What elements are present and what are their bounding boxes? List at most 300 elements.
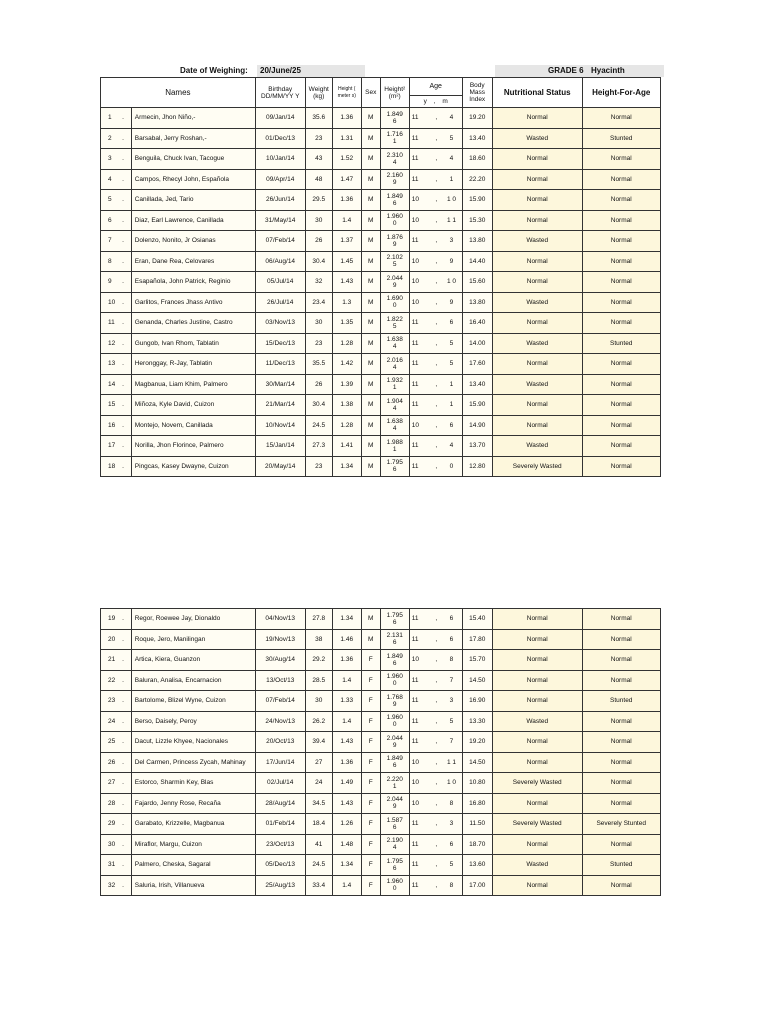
- height-squared-cell[interactable]: [380, 793, 409, 814]
- weight-cell[interactable]: 30.4: [305, 251, 332, 272]
- height-cell[interactable]: 1.38: [332, 395, 361, 416]
- nutritional-status-cell[interactable]: Severely Wasted: [492, 456, 582, 477]
- student-number[interactable]: 22: [101, 670, 116, 691]
- sex-cell[interactable]: M: [361, 354, 380, 375]
- height-squared-cell[interactable]: [380, 108, 409, 129]
- bmi-cell[interactable]: 13.80: [462, 231, 492, 252]
- sex-cell[interactable]: F: [361, 650, 380, 671]
- birthday-cell[interactable]: 21/Mar/14: [255, 395, 305, 416]
- sex-cell[interactable]: M: [361, 128, 380, 149]
- birthday-cell[interactable]: 05/Jul/14: [255, 272, 305, 293]
- sex-cell[interactable]: F: [361, 732, 380, 753]
- height-for-age-cell[interactable]: Normal: [582, 773, 660, 794]
- student-number[interactable]: 13: [101, 354, 116, 375]
- sex-cell[interactable]: M: [361, 609, 380, 630]
- age-months-cell[interactable]: 7: [441, 732, 462, 753]
- height-squared-cell[interactable]: [380, 128, 409, 149]
- height-for-age-cell[interactable]: Normal: [582, 629, 660, 650]
- bmi-cell[interactable]: 19.20: [462, 108, 492, 129]
- bmi-cell[interactable]: 10.80: [462, 773, 492, 794]
- birthday-cell[interactable]: 09/Jan/14: [255, 108, 305, 129]
- age-years-cell[interactable]: 11: [409, 108, 431, 129]
- birthday-cell[interactable]: 15/Jan/14: [255, 436, 305, 457]
- student-name[interactable]: Estorco, Sharmin Key, Blas: [131, 773, 255, 794]
- sex-cell[interactable]: F: [361, 691, 380, 712]
- bmi-cell[interactable]: 13.60: [462, 855, 492, 876]
- height-for-age-cell[interactable]: Normal: [582, 670, 660, 691]
- age-years-cell[interactable]: 11: [409, 875, 431, 896]
- student-name[interactable]: Dacut, Lizzle Khyee, Nacionales: [131, 732, 255, 753]
- height-squared-cell[interactable]: [380, 231, 409, 252]
- student-number[interactable]: 4: [101, 169, 116, 190]
- birthday-cell[interactable]: 20/May/14: [255, 456, 305, 477]
- birthday-cell[interactable]: 03/Nov/13: [255, 313, 305, 334]
- height-squared-cell[interactable]: [380, 609, 409, 630]
- student-name[interactable]: Baluran, Analisa, Encarnacion: [131, 670, 255, 691]
- student-name[interactable]: Benguila, Chuck Ivan, Tacogue: [131, 149, 255, 170]
- height-squared-cell[interactable]: [380, 251, 409, 272]
- bmi-cell[interactable]: 13.70: [462, 436, 492, 457]
- nutritional-status-cell[interactable]: Normal: [492, 169, 582, 190]
- height-squared-cell[interactable]: [380, 313, 409, 334]
- sex-cell[interactable]: M: [361, 231, 380, 252]
- age-years-cell[interactable]: 11: [409, 374, 431, 395]
- sex-cell[interactable]: M: [361, 313, 380, 334]
- birthday-cell[interactable]: 30/Aug/14: [255, 650, 305, 671]
- sex-cell[interactable]: F: [361, 875, 380, 896]
- height-cell[interactable]: 1.4: [332, 711, 361, 732]
- student-number[interactable]: 25: [101, 732, 116, 753]
- student-name[interactable]: Garabato, Krizzelle, Magbanua: [131, 814, 255, 835]
- age-years-cell[interactable]: 11: [409, 629, 431, 650]
- age-months-cell[interactable]: 6: [441, 609, 462, 630]
- birthday-cell[interactable]: 23/Oct/13: [255, 834, 305, 855]
- height-for-age-cell[interactable]: Normal: [582, 251, 660, 272]
- age-years-cell[interactable]: 11: [409, 395, 431, 416]
- student-name[interactable]: Barsabal, Jerry Roshan,-: [131, 128, 255, 149]
- sex-cell[interactable]: M: [361, 190, 380, 211]
- age-months-cell[interactable]: 8: [441, 793, 462, 814]
- age-months-cell[interactable]: 4: [441, 108, 462, 129]
- height-cell[interactable]: 1.35: [332, 313, 361, 334]
- nutritional-status-cell[interactable]: Normal: [492, 609, 582, 630]
- student-name[interactable]: Saluria, Irish, Villanueva: [131, 875, 255, 896]
- sex-cell[interactable]: M: [361, 169, 380, 190]
- age-months-cell[interactable]: 5: [441, 354, 462, 375]
- bmi-cell[interactable]: 14.40: [462, 251, 492, 272]
- student-number[interactable]: 17: [101, 436, 116, 457]
- weight-cell[interactable]: 30: [305, 210, 332, 231]
- height-squared-cell[interactable]: [380, 732, 409, 753]
- birthday-cell[interactable]: 30/Mar/14: [255, 374, 305, 395]
- nutritional-status-cell[interactable]: Normal: [492, 395, 582, 416]
- height-cell[interactable]: 1.43: [332, 732, 361, 753]
- weight-cell[interactable]: 48: [305, 169, 332, 190]
- height-cell[interactable]: 1.4: [332, 875, 361, 896]
- age-years-cell[interactable]: 11: [409, 691, 431, 712]
- height-for-age-cell[interactable]: Normal: [582, 834, 660, 855]
- student-name[interactable]: Magbanua, Liam Khim, Palmero: [131, 374, 255, 395]
- bmi-cell[interactable]: 15.60: [462, 272, 492, 293]
- age-months-cell[interactable]: 1 0: [441, 190, 462, 211]
- age-months-cell[interactable]: 6: [441, 313, 462, 334]
- birthday-cell[interactable]: 01/Dec/13: [255, 128, 305, 149]
- weight-cell[interactable]: 41: [305, 834, 332, 855]
- birthday-cell[interactable]: 04/Nov/13: [255, 609, 305, 630]
- weight-cell[interactable]: 26.2: [305, 711, 332, 732]
- weight-cell[interactable]: 27: [305, 752, 332, 773]
- age-months-cell[interactable]: 3: [441, 691, 462, 712]
- bmi-cell[interactable]: 14.50: [462, 752, 492, 773]
- height-squared-cell[interactable]: [380, 210, 409, 231]
- bmi-cell[interactable]: 11.50: [462, 814, 492, 835]
- weight-cell[interactable]: 34.5: [305, 793, 332, 814]
- nutritional-status-cell[interactable]: Wasted: [492, 128, 582, 149]
- nutritional-status-cell[interactable]: Normal: [492, 272, 582, 293]
- sex-cell[interactable]: F: [361, 670, 380, 691]
- bmi-cell[interactable]: 13.40: [462, 374, 492, 395]
- height-for-age-cell[interactable]: Normal: [582, 752, 660, 773]
- student-name[interactable]: Artica, Kiera, Guanzon: [131, 650, 255, 671]
- student-number[interactable]: 24: [101, 711, 116, 732]
- weight-cell[interactable]: 24: [305, 773, 332, 794]
- height-for-age-cell[interactable]: Normal: [582, 374, 660, 395]
- student-name[interactable]: Roque, Jero, Manilingan: [131, 629, 255, 650]
- height-squared-cell[interactable]: [380, 333, 409, 354]
- age-years-cell[interactable]: 11: [409, 231, 431, 252]
- height-squared-cell[interactable]: [380, 629, 409, 650]
- sex-cell[interactable]: F: [361, 855, 380, 876]
- age-years-cell[interactable]: 11: [409, 670, 431, 691]
- height-cell[interactable]: 1.33: [332, 691, 361, 712]
- student-name[interactable]: Heronggay, R-Jay, Tablatin: [131, 354, 255, 375]
- sex-cell[interactable]: F: [361, 814, 380, 835]
- student-number[interactable]: 3: [101, 149, 116, 170]
- bmi-cell[interactable]: 15.40: [462, 609, 492, 630]
- height-for-age-cell[interactable]: Stunted: [582, 333, 660, 354]
- student-number[interactable]: 16: [101, 415, 116, 436]
- age-years-cell[interactable]: 11: [409, 128, 431, 149]
- nutritional-status-cell[interactable]: Normal: [492, 834, 582, 855]
- weight-cell[interactable]: 26: [305, 374, 332, 395]
- nutritional-status-cell[interactable]: Normal: [492, 210, 582, 231]
- sex-cell[interactable]: M: [361, 436, 380, 457]
- student-name[interactable]: Dolenzo, Nonito, Jr Osianas: [131, 231, 255, 252]
- nutritional-status-cell[interactable]: Wasted: [492, 711, 582, 732]
- sex-cell[interactable]: F: [361, 711, 380, 732]
- height-cell[interactable]: 1.4: [332, 670, 361, 691]
- bmi-cell[interactable]: 14.50: [462, 670, 492, 691]
- height-cell[interactable]: 1.28: [332, 333, 361, 354]
- age-months-cell[interactable]: 5: [441, 128, 462, 149]
- student-name[interactable]: Montejo, Novem, Canillada: [131, 415, 255, 436]
- height-squared-cell[interactable]: [380, 190, 409, 211]
- nutritional-status-cell[interactable]: Normal: [492, 732, 582, 753]
- height-for-age-cell[interactable]: Normal: [582, 732, 660, 753]
- student-number[interactable]: 20: [101, 629, 116, 650]
- height-cell[interactable]: 1.49: [332, 773, 361, 794]
- student-number[interactable]: 6: [101, 210, 116, 231]
- height-for-age-cell[interactable]: Normal: [582, 354, 660, 375]
- student-name[interactable]: Gungob, Ivan Rhom, Tablatin: [131, 333, 255, 354]
- weight-cell[interactable]: 35.5: [305, 354, 332, 375]
- height-squared-cell[interactable]: [380, 650, 409, 671]
- height-for-age-cell[interactable]: Normal: [582, 313, 660, 334]
- nutritional-status-cell[interactable]: Normal: [492, 354, 582, 375]
- age-months-cell[interactable]: 5: [441, 711, 462, 732]
- height-for-age-cell[interactable]: Stunted: [582, 691, 660, 712]
- nutritional-status-cell[interactable]: Normal: [492, 149, 582, 170]
- age-months-cell[interactable]: 0: [441, 456, 462, 477]
- height-squared-cell[interactable]: [380, 711, 409, 732]
- weight-cell[interactable]: 23: [305, 456, 332, 477]
- height-for-age-cell[interactable]: Normal: [582, 231, 660, 252]
- student-number[interactable]: 27: [101, 773, 116, 794]
- height-for-age-cell[interactable]: Severely Stunted: [582, 814, 660, 835]
- nutritional-status-cell[interactable]: Normal: [492, 313, 582, 334]
- student-number[interactable]: 28: [101, 793, 116, 814]
- age-months-cell[interactable]: 4: [441, 149, 462, 170]
- student-name[interactable]: Fajardo, Jenny Rose, Recaña: [131, 793, 255, 814]
- height-for-age-cell[interactable]: Normal: [582, 456, 660, 477]
- nutritional-status-cell[interactable]: Normal: [492, 629, 582, 650]
- age-years-cell[interactable]: 11: [409, 609, 431, 630]
- student-name[interactable]: Campos, Rhecyl John, Española: [131, 169, 255, 190]
- sex-cell[interactable]: F: [361, 773, 380, 794]
- height-squared-cell[interactable]: [380, 834, 409, 855]
- birthday-cell[interactable]: 25/Aug/13: [255, 875, 305, 896]
- height-cell[interactable]: 1.48: [332, 834, 361, 855]
- nutritional-status-cell[interactable]: Wasted: [492, 436, 582, 457]
- bmi-cell[interactable]: 17.60: [462, 354, 492, 375]
- age-years-cell[interactable]: 10: [409, 190, 431, 211]
- height-cell[interactable]: 1.4: [332, 210, 361, 231]
- age-months-cell[interactable]: 4: [441, 436, 462, 457]
- weight-cell[interactable]: 27.3: [305, 436, 332, 457]
- nutritional-status-cell[interactable]: Normal: [492, 691, 582, 712]
- sex-cell[interactable]: F: [361, 752, 380, 773]
- bmi-cell[interactable]: 18.70: [462, 834, 492, 855]
- height-for-age-cell[interactable]: Normal: [582, 108, 660, 129]
- weight-cell[interactable]: 30.4: [305, 395, 332, 416]
- date-of-weighing-value[interactable]: 20/June/25: [257, 65, 365, 77]
- age-years-cell[interactable]: 11: [409, 169, 431, 190]
- bmi-cell[interactable]: 15.90: [462, 395, 492, 416]
- height-squared-cell[interactable]: [380, 395, 409, 416]
- birthday-cell[interactable]: 26/Jun/14: [255, 190, 305, 211]
- sex-cell[interactable]: M: [361, 292, 380, 313]
- weight-cell[interactable]: 24.5: [305, 415, 332, 436]
- student-name[interactable]: Genanda, Charles Justine, Castro: [131, 313, 255, 334]
- height-for-age-cell[interactable]: Normal: [582, 609, 660, 630]
- student-name[interactable]: Garlitos, Frances Jhass Antivo: [131, 292, 255, 313]
- student-number[interactable]: 19: [101, 609, 116, 630]
- birthday-cell[interactable]: 13/Oct/13: [255, 670, 305, 691]
- student-number[interactable]: 7: [101, 231, 116, 252]
- weight-cell[interactable]: 28.5: [305, 670, 332, 691]
- height-for-age-cell[interactable]: Normal: [582, 395, 660, 416]
- height-for-age-cell[interactable]: Normal: [582, 272, 660, 293]
- height-cell[interactable]: 1.47: [332, 169, 361, 190]
- age-years-cell[interactable]: 11: [409, 313, 431, 334]
- height-cell[interactable]: 1.36: [332, 650, 361, 671]
- nutritional-status-cell[interactable]: Wasted: [492, 855, 582, 876]
- height-cell[interactable]: 1.3: [332, 292, 361, 313]
- bmi-cell[interactable]: 13.40: [462, 128, 492, 149]
- student-number[interactable]: 9: [101, 272, 116, 293]
- student-name[interactable]: Berso, Daisely, Peroy: [131, 711, 255, 732]
- weight-cell[interactable]: 23.4: [305, 292, 332, 313]
- age-years-cell[interactable]: 11: [409, 354, 431, 375]
- bmi-cell[interactable]: 19.20: [462, 732, 492, 753]
- bmi-cell[interactable]: 16.80: [462, 793, 492, 814]
- bmi-cell[interactable]: 18.60: [462, 149, 492, 170]
- student-name[interactable]: Palmero, Cheska, Sagaral: [131, 855, 255, 876]
- height-squared-cell[interactable]: [380, 691, 409, 712]
- bmi-cell[interactable]: 17.00: [462, 875, 492, 896]
- student-number[interactable]: 18: [101, 456, 116, 477]
- height-squared-cell[interactable]: [380, 670, 409, 691]
- height-squared-cell[interactable]: [380, 855, 409, 876]
- weight-cell[interactable]: 33.4: [305, 875, 332, 896]
- birthday-cell[interactable]: 02/Jul/14: [255, 773, 305, 794]
- birthday-cell[interactable]: 07/Feb/14: [255, 231, 305, 252]
- student-number[interactable]: 5: [101, 190, 116, 211]
- birthday-cell[interactable]: 06/Aug/14: [255, 251, 305, 272]
- age-months-cell[interactable]: 1: [441, 395, 462, 416]
- nutritional-status-cell[interactable]: Normal: [492, 251, 582, 272]
- weight-cell[interactable]: 26: [305, 231, 332, 252]
- weight-cell[interactable]: 43: [305, 149, 332, 170]
- student-name[interactable]: Diaz, Earl Lawrence, Canillada: [131, 210, 255, 231]
- age-years-cell[interactable]: 10: [409, 415, 431, 436]
- height-for-age-cell[interactable]: Normal: [582, 875, 660, 896]
- weight-cell[interactable]: 30: [305, 691, 332, 712]
- age-months-cell[interactable]: 1: [441, 169, 462, 190]
- age-years-cell[interactable]: 11: [409, 456, 431, 477]
- nutritional-status-cell[interactable]: Wasted: [492, 231, 582, 252]
- student-name[interactable]: Pingcas, Kasey Dwayne, Cuizon: [131, 456, 255, 477]
- weight-cell[interactable]: 23: [305, 128, 332, 149]
- height-cell[interactable]: 1.36: [332, 190, 361, 211]
- age-months-cell[interactable]: 9: [441, 251, 462, 272]
- height-for-age-cell[interactable]: Normal: [582, 190, 660, 211]
- sex-cell[interactable]: M: [361, 415, 380, 436]
- nutritional-status-cell[interactable]: Severely Wasted: [492, 814, 582, 835]
- bmi-cell[interactable]: 12.80: [462, 456, 492, 477]
- birthday-cell[interactable]: 10/Nov/14: [255, 415, 305, 436]
- height-for-age-cell[interactable]: Normal: [582, 711, 660, 732]
- sex-cell[interactable]: M: [361, 395, 380, 416]
- height-cell[interactable]: 1.43: [332, 272, 361, 293]
- student-name[interactable]: Regor, Roewee Jay, Dionaldo: [131, 609, 255, 630]
- age-years-cell[interactable]: 11: [409, 855, 431, 876]
- bmi-cell[interactable]: 15.70: [462, 650, 492, 671]
- age-years-cell[interactable]: 10: [409, 793, 431, 814]
- weight-cell[interactable]: 35.6: [305, 108, 332, 129]
- student-number[interactable]: 2: [101, 128, 116, 149]
- student-number[interactable]: 10: [101, 292, 116, 313]
- age-months-cell[interactable]: 1 0: [441, 773, 462, 794]
- birthday-cell[interactable]: 09/Apr/14: [255, 169, 305, 190]
- height-for-age-cell[interactable]: Normal: [582, 169, 660, 190]
- nutritional-status-cell[interactable]: Wasted: [492, 292, 582, 313]
- bmi-cell[interactable]: 15.90: [462, 190, 492, 211]
- height-squared-cell[interactable]: [380, 169, 409, 190]
- birthday-cell[interactable]: 17/Jun/14: [255, 752, 305, 773]
- weight-cell[interactable]: 30: [305, 313, 332, 334]
- birthday-cell[interactable]: 11/Dec/13: [255, 354, 305, 375]
- birthday-cell[interactable]: 01/Feb/14: [255, 814, 305, 835]
- bmi-cell[interactable]: 13.30: [462, 711, 492, 732]
- student-number[interactable]: 23: [101, 691, 116, 712]
- nutritional-status-cell[interactable]: Normal: [492, 650, 582, 671]
- sex-cell[interactable]: M: [361, 333, 380, 354]
- sex-cell[interactable]: M: [361, 108, 380, 129]
- student-number[interactable]: 12: [101, 333, 116, 354]
- nutritional-status-cell[interactable]: Normal: [492, 793, 582, 814]
- student-name[interactable]: Armecin, Jhon Niño,-: [131, 108, 255, 129]
- height-cell[interactable]: 1.52: [332, 149, 361, 170]
- height-for-age-cell[interactable]: Normal: [582, 793, 660, 814]
- student-number[interactable]: 14: [101, 374, 116, 395]
- age-years-cell[interactable]: 10: [409, 650, 431, 671]
- height-squared-cell[interactable]: [380, 814, 409, 835]
- height-squared-cell[interactable]: [380, 292, 409, 313]
- age-years-cell[interactable]: 11: [409, 149, 431, 170]
- nutritional-status-cell[interactable]: Normal: [492, 108, 582, 129]
- height-cell[interactable]: 1.39: [332, 374, 361, 395]
- age-years-cell[interactable]: 10: [409, 210, 431, 231]
- weight-cell[interactable]: 29.2: [305, 650, 332, 671]
- age-years-cell[interactable]: 11: [409, 834, 431, 855]
- height-for-age-cell[interactable]: Normal: [582, 650, 660, 671]
- age-months-cell[interactable]: 7: [441, 670, 462, 691]
- height-cell[interactable]: 1.34: [332, 456, 361, 477]
- height-cell[interactable]: 1.43: [332, 793, 361, 814]
- age-years-cell[interactable]: 10: [409, 752, 431, 773]
- age-months-cell[interactable]: 1 1: [441, 752, 462, 773]
- age-months-cell[interactable]: 3: [441, 231, 462, 252]
- sex-cell[interactable]: M: [361, 210, 380, 231]
- student-number[interactable]: 32: [101, 875, 116, 896]
- birthday-cell[interactable]: 20/Oct/13: [255, 732, 305, 753]
- student-number[interactable]: 15: [101, 395, 116, 416]
- height-cell[interactable]: 1.34: [332, 609, 361, 630]
- height-for-age-cell[interactable]: Stunted: [582, 128, 660, 149]
- birthday-cell[interactable]: 31/May/14: [255, 210, 305, 231]
- student-number[interactable]: 11: [101, 313, 116, 334]
- nutritional-status-cell[interactable]: Normal: [492, 190, 582, 211]
- nutritional-status-cell[interactable]: Normal: [492, 875, 582, 896]
- height-cell[interactable]: 1.41: [332, 436, 361, 457]
- age-months-cell[interactable]: 6: [441, 629, 462, 650]
- sex-cell[interactable]: M: [361, 629, 380, 650]
- height-cell[interactable]: 1.31: [332, 128, 361, 149]
- student-name[interactable]: Miñoza, Kyle David, Cuizon: [131, 395, 255, 416]
- birthday-cell[interactable]: 28/Aug/14: [255, 793, 305, 814]
- birthday-cell[interactable]: 26/Jul/14: [255, 292, 305, 313]
- age-years-cell[interactable]: 10: [409, 292, 431, 313]
- nutritional-status-cell[interactable]: Severely Wasted: [492, 773, 582, 794]
- height-squared-cell[interactable]: [380, 149, 409, 170]
- nutritional-status-cell[interactable]: Normal: [492, 752, 582, 773]
- student-name[interactable]: Esapañola, John Patrick, Reginio: [131, 272, 255, 293]
- weight-cell[interactable]: 29.5: [305, 190, 332, 211]
- student-number[interactable]: 30: [101, 834, 116, 855]
- bmi-cell[interactable]: 14.00: [462, 333, 492, 354]
- bmi-cell[interactable]: 16.90: [462, 691, 492, 712]
